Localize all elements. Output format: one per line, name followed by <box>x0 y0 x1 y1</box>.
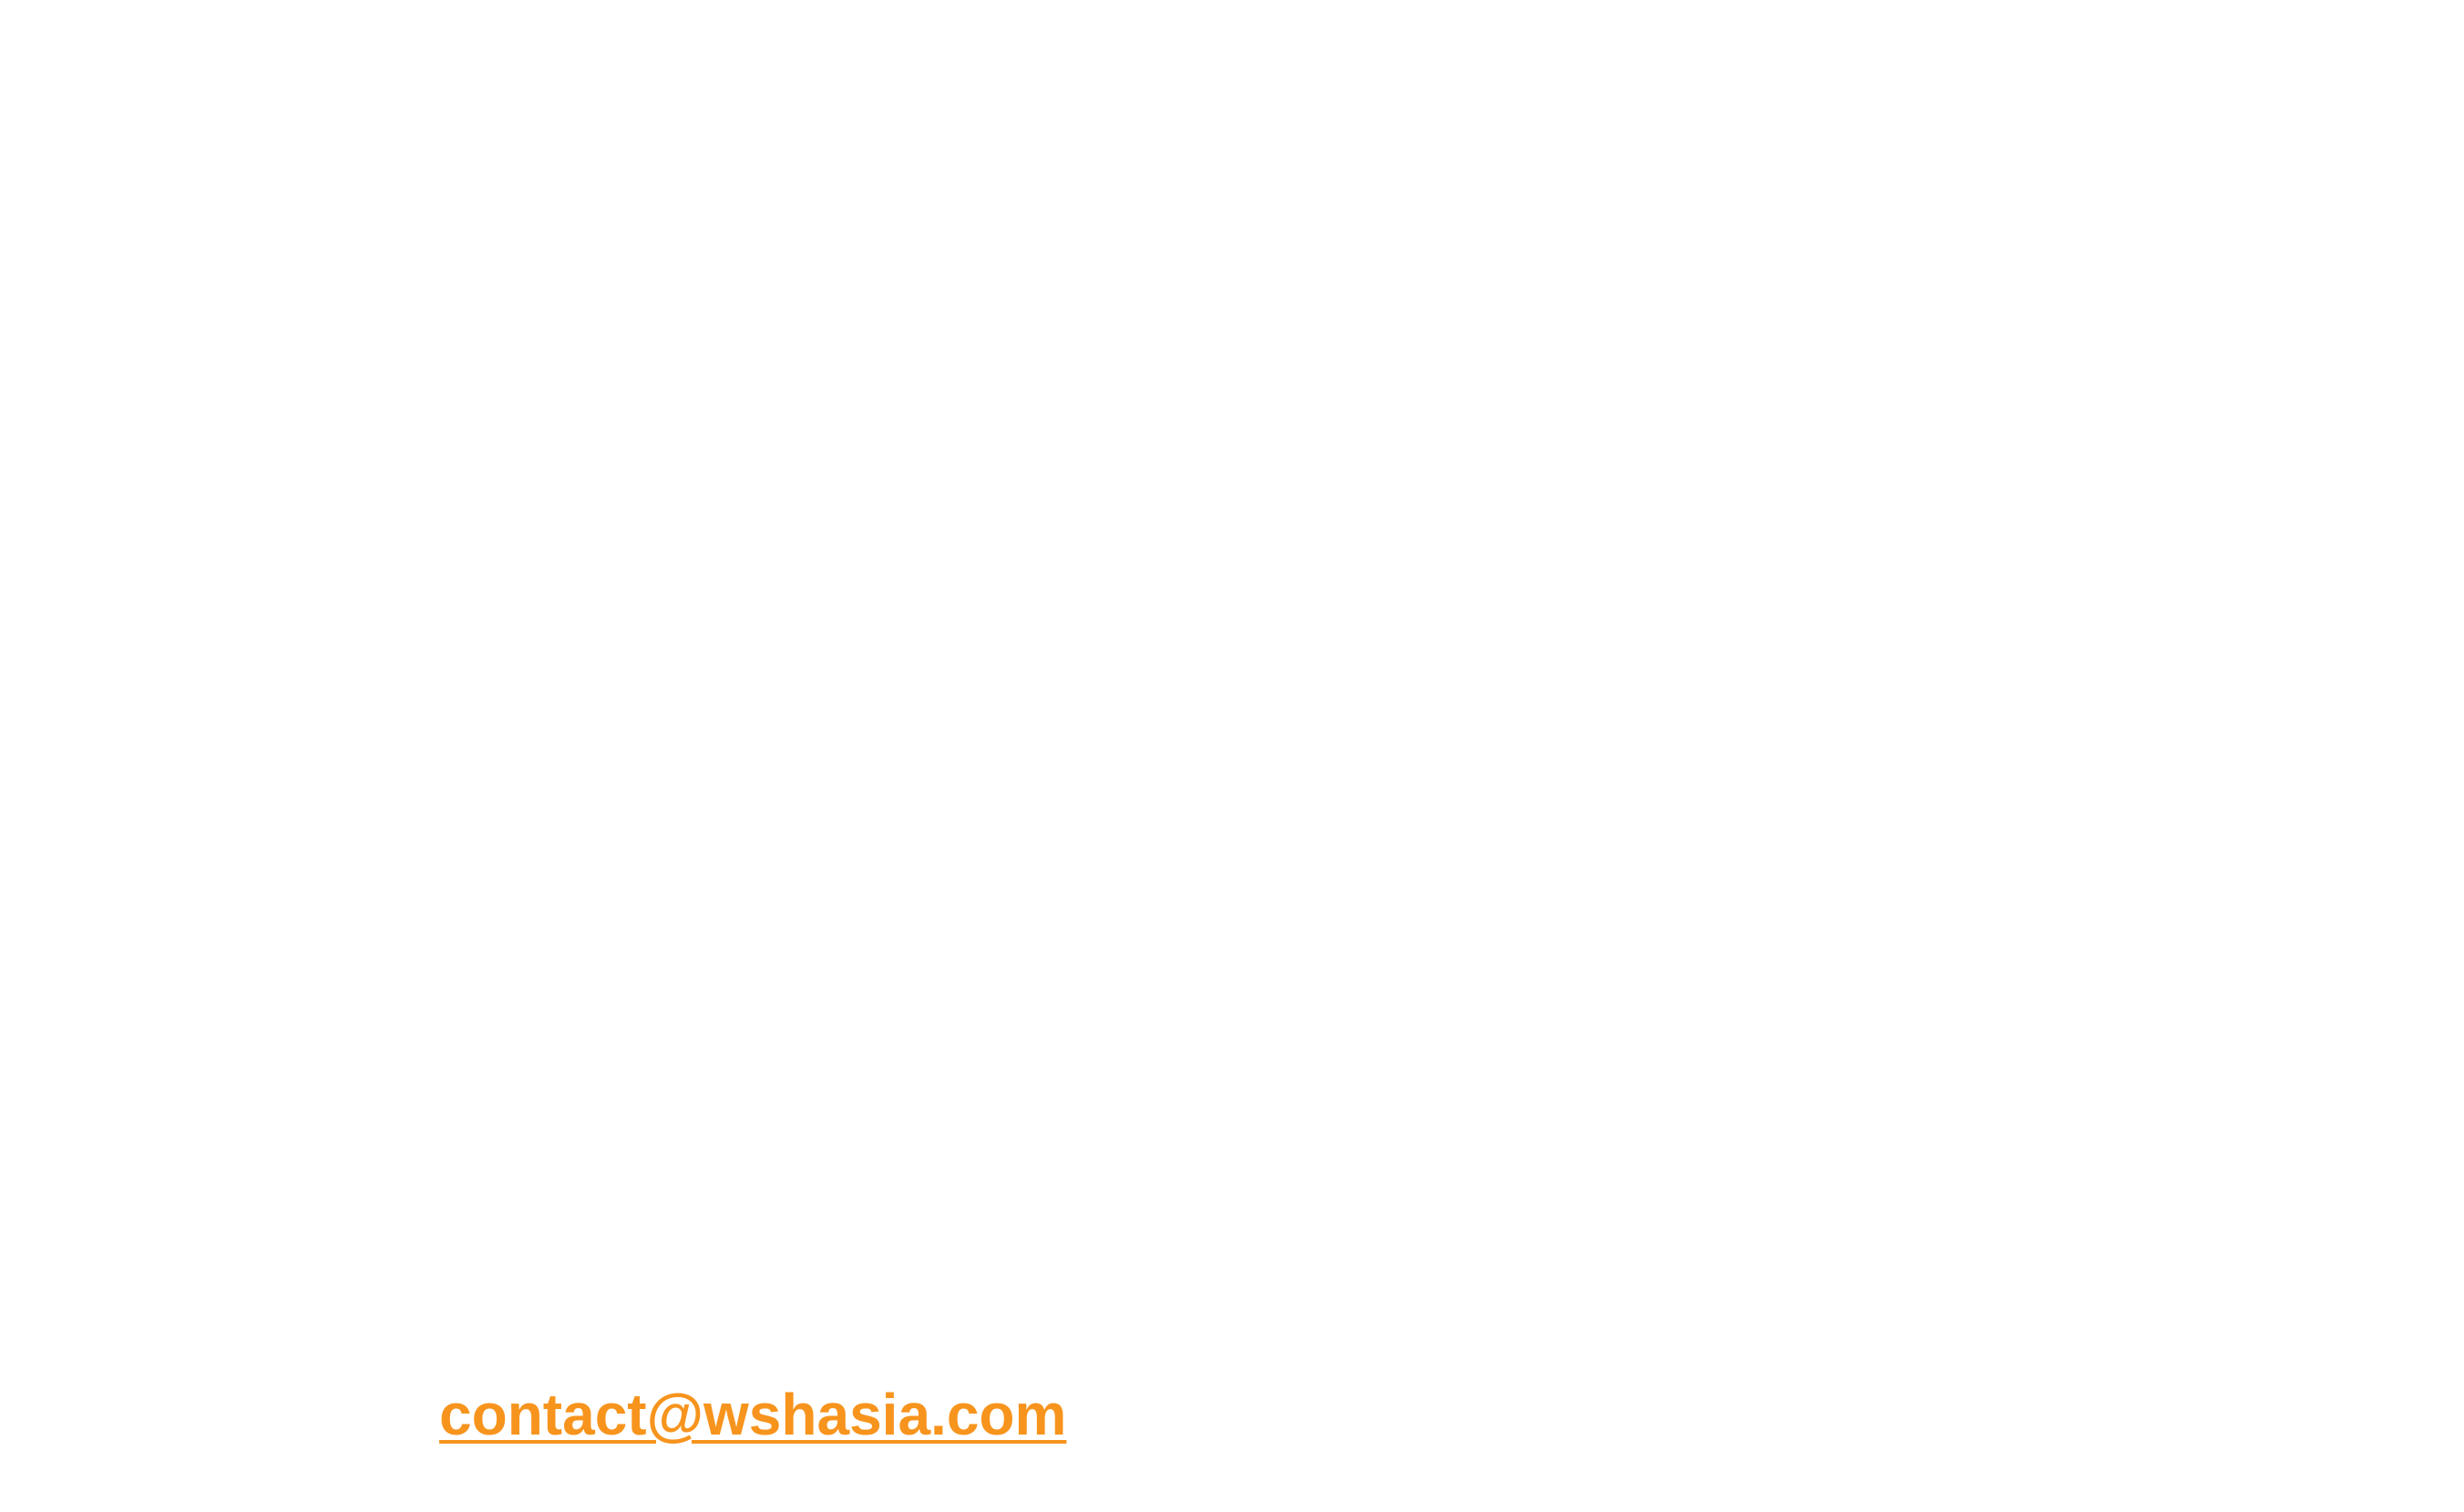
contact-email-link[interactable]: contact@wshasia.com <box>439 1382 1067 1447</box>
